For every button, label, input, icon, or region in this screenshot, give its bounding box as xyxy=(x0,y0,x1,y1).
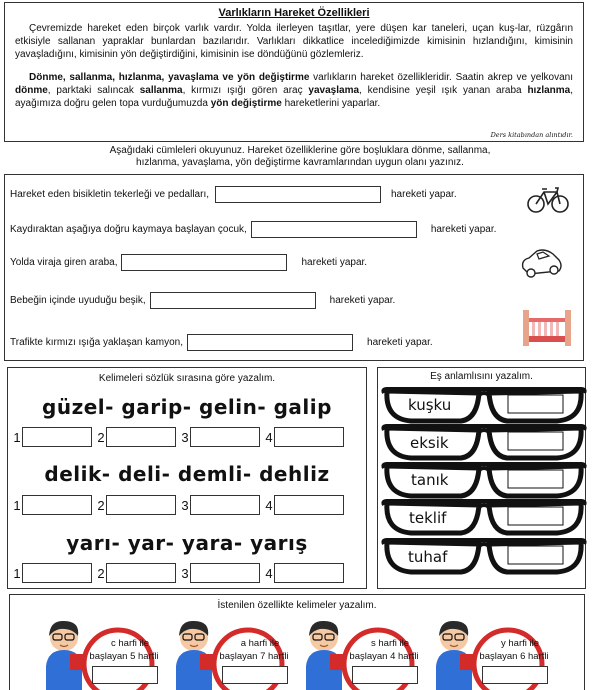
card-line-1: c harfi ile xyxy=(110,638,149,649)
letter-card xyxy=(430,616,550,690)
sentence-suffix: hareketi yapar. xyxy=(391,189,457,200)
number-label: 4 xyxy=(265,497,273,513)
number-label: 4 xyxy=(265,429,273,445)
card-line-1: s harfi ile xyxy=(370,638,409,649)
answer-box[interactable] xyxy=(274,427,344,447)
answer-box[interactable] xyxy=(190,563,260,583)
answer-box[interactable] xyxy=(274,495,344,515)
answer-row xyxy=(12,495,348,515)
word-group: delik- deli- demli- dehliz xyxy=(44,462,330,486)
answer-box[interactable] xyxy=(106,495,176,515)
sentence-row xyxy=(10,221,496,238)
sentence-text: Bebeğin içinde uyuduğu beşik, xyxy=(10,295,146,306)
sentence-row xyxy=(10,292,395,309)
answer-box[interactable] xyxy=(352,666,418,684)
number-label: 2 xyxy=(97,565,105,581)
letter-card xyxy=(40,616,160,690)
letter-card xyxy=(300,616,420,690)
card-line-2: başlayan 6 harfli xyxy=(479,651,549,662)
number-label: 2 xyxy=(97,497,105,513)
answer-box[interactable] xyxy=(106,563,176,583)
number-label: 1 xyxy=(13,429,21,445)
synonym-word: tanık xyxy=(411,471,449,489)
card-line-2: başlayan 5 harfli xyxy=(89,651,159,662)
synonym-word: eksik xyxy=(410,434,449,452)
answer-box[interactable] xyxy=(190,495,260,515)
answer-blank[interactable] xyxy=(150,292,316,309)
sentence-suffix: hareketi yapar. xyxy=(329,295,396,306)
answer-blank[interactable] xyxy=(215,186,381,203)
bicycle-icon xyxy=(527,184,569,214)
reading-credit: Ders kitabından alıntıdır. xyxy=(490,131,573,139)
answer-box[interactable] xyxy=(22,495,92,515)
sentence-text: Kaydıraktan aşağıya doğru kaymaya başlayan çocuk, xyxy=(10,224,247,235)
number-label: 1 xyxy=(13,497,21,513)
answer-box[interactable] xyxy=(274,563,344,583)
reading-box xyxy=(4,2,584,142)
sentence-suffix: hareketi yapar. xyxy=(430,224,497,235)
sentence-suffix: hareketi yapar. xyxy=(301,257,368,268)
sentence-row xyxy=(10,186,457,203)
sentence-text: Hareket eden bisikletin tekerleği ve pedalları, xyxy=(10,189,209,200)
card-line-1: y harfi ile xyxy=(500,638,539,649)
answer-box[interactable] xyxy=(482,666,548,684)
number-label: 3 xyxy=(181,429,189,445)
letters-title: İstenilen özellikte kelimeler yazalım. xyxy=(217,600,377,611)
instruction-text: Aşağıdaki cümleleri okuyunuz. Hareket özelliklerine göre boşluklara dönme, sallanma, hızlanma, yavaşlama, yön değiştirme kavramlarından uygun olanı yazınız. xyxy=(109,145,491,168)
answer-box[interactable] xyxy=(106,427,176,447)
answer-box[interactable] xyxy=(190,427,260,447)
answer-box[interactable] xyxy=(22,427,92,447)
answer-box[interactable] xyxy=(92,666,158,684)
sentence-text: Yolda viraja giren araba, xyxy=(10,257,118,268)
sentence-text: Trafikte kırmızı ışığa yaklaşan kamyon, xyxy=(10,337,184,348)
answer-row xyxy=(12,563,348,583)
reading-paragraph-2: Dönme, sallanma, hızlanma, yavaşlama ve yön değiştirme varlıkların hareket özellikleridir. Saatin akrep ve yelkovanı dönme, parktaki salıncak sallanma, kırmızı ışığı gören araç yavaşlama, kendisine yeşil ışık yanan araba hızlanma, ayağımıza doğru gelen topa vurduğumuzda yön değiştirme hareketlerini yaparlar. xyxy=(15,71,574,110)
answer-box[interactable] xyxy=(222,666,288,684)
answer-row xyxy=(12,427,348,447)
word-group: yarı- yar- yara- yarış xyxy=(66,531,308,555)
card-line-2: başlayan 4 harfli xyxy=(349,651,419,662)
synonym-word: tuhaf xyxy=(408,548,448,566)
letter-card xyxy=(170,616,290,690)
crib-icon xyxy=(521,306,573,348)
answer-blank[interactable] xyxy=(187,334,353,351)
number-label: 1 xyxy=(13,565,21,581)
card-line-1: a harfi ile xyxy=(240,638,280,649)
sentence-row xyxy=(10,334,433,351)
reading-paragraph-1: Çevremizde hareket eden birçok varlık vardır. Yolda ilerleyen taşıtlar, yere düşen kar taneleri, uçan kuş-lar, rüzgârın etkisiyle sallanan yapraklar bunlardan bazılarıdır. Varlıkları dikkatlice incelediğimizde kimisinin hızlandığını, kimisinin yavaşladığını, kimisinin yön değiştirdiğini, kimisinin ise döndüğünü gözlemleriz. xyxy=(15,23,573,61)
answer-box[interactable] xyxy=(22,563,92,583)
synonym-word: teklif xyxy=(409,509,447,527)
answer-blank[interactable] xyxy=(121,254,287,271)
number-label: 2 xyxy=(97,429,105,445)
car-icon xyxy=(519,246,564,280)
word-group: güzel- garip- gelin- galip xyxy=(42,395,332,419)
answer-blank[interactable] xyxy=(251,221,417,238)
reading-title: Varlıkların Hareket Özellikleri xyxy=(218,7,370,19)
number-label: 3 xyxy=(181,565,189,581)
sentence-suffix: hareketi yapar. xyxy=(367,337,433,348)
alphabetical-title: Kelimeleri sözlük sırasına göre yazalım. xyxy=(98,373,276,384)
number-label: 4 xyxy=(265,565,273,581)
number-label: 3 xyxy=(181,497,189,513)
synonym-word: kuşku xyxy=(408,396,452,414)
synonyms-title: Eş anlamlısını yazalım. xyxy=(430,371,533,382)
sentence-row xyxy=(10,254,367,271)
card-line-2: başlayan 7 harfli xyxy=(219,651,289,662)
